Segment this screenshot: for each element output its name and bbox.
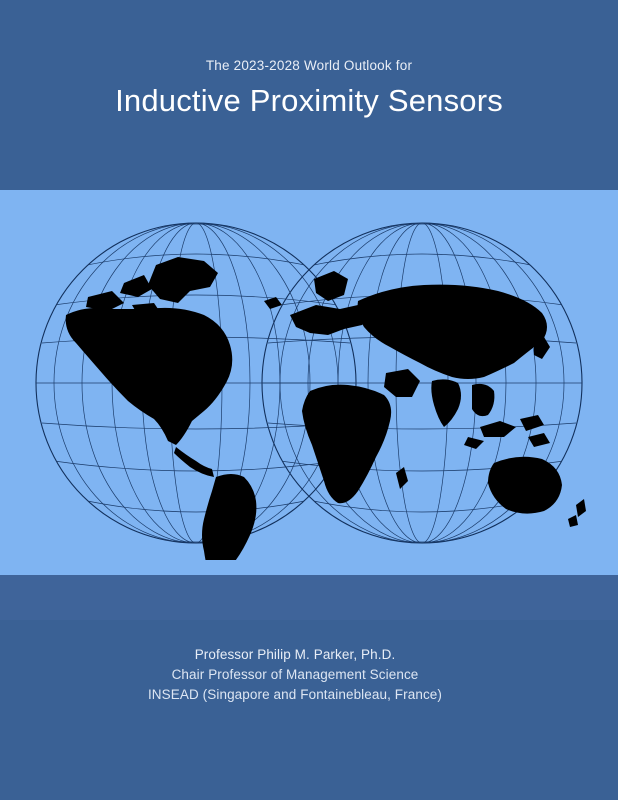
world-map-artwork (28, 205, 590, 560)
author-block (0, 645, 590, 705)
author-title: Chair Professor of Management Science (171, 667, 419, 682)
author-name: Professor Philip M. Parker, Ph.D. (194, 647, 396, 662)
series-title: The 2023-2028 World Outlook for (205, 58, 413, 73)
author-affiliation: INSEAD (Singapore and Fontainebleau, France) (147, 687, 443, 702)
page-title: Inductive Proximity Sensors (115, 83, 503, 118)
